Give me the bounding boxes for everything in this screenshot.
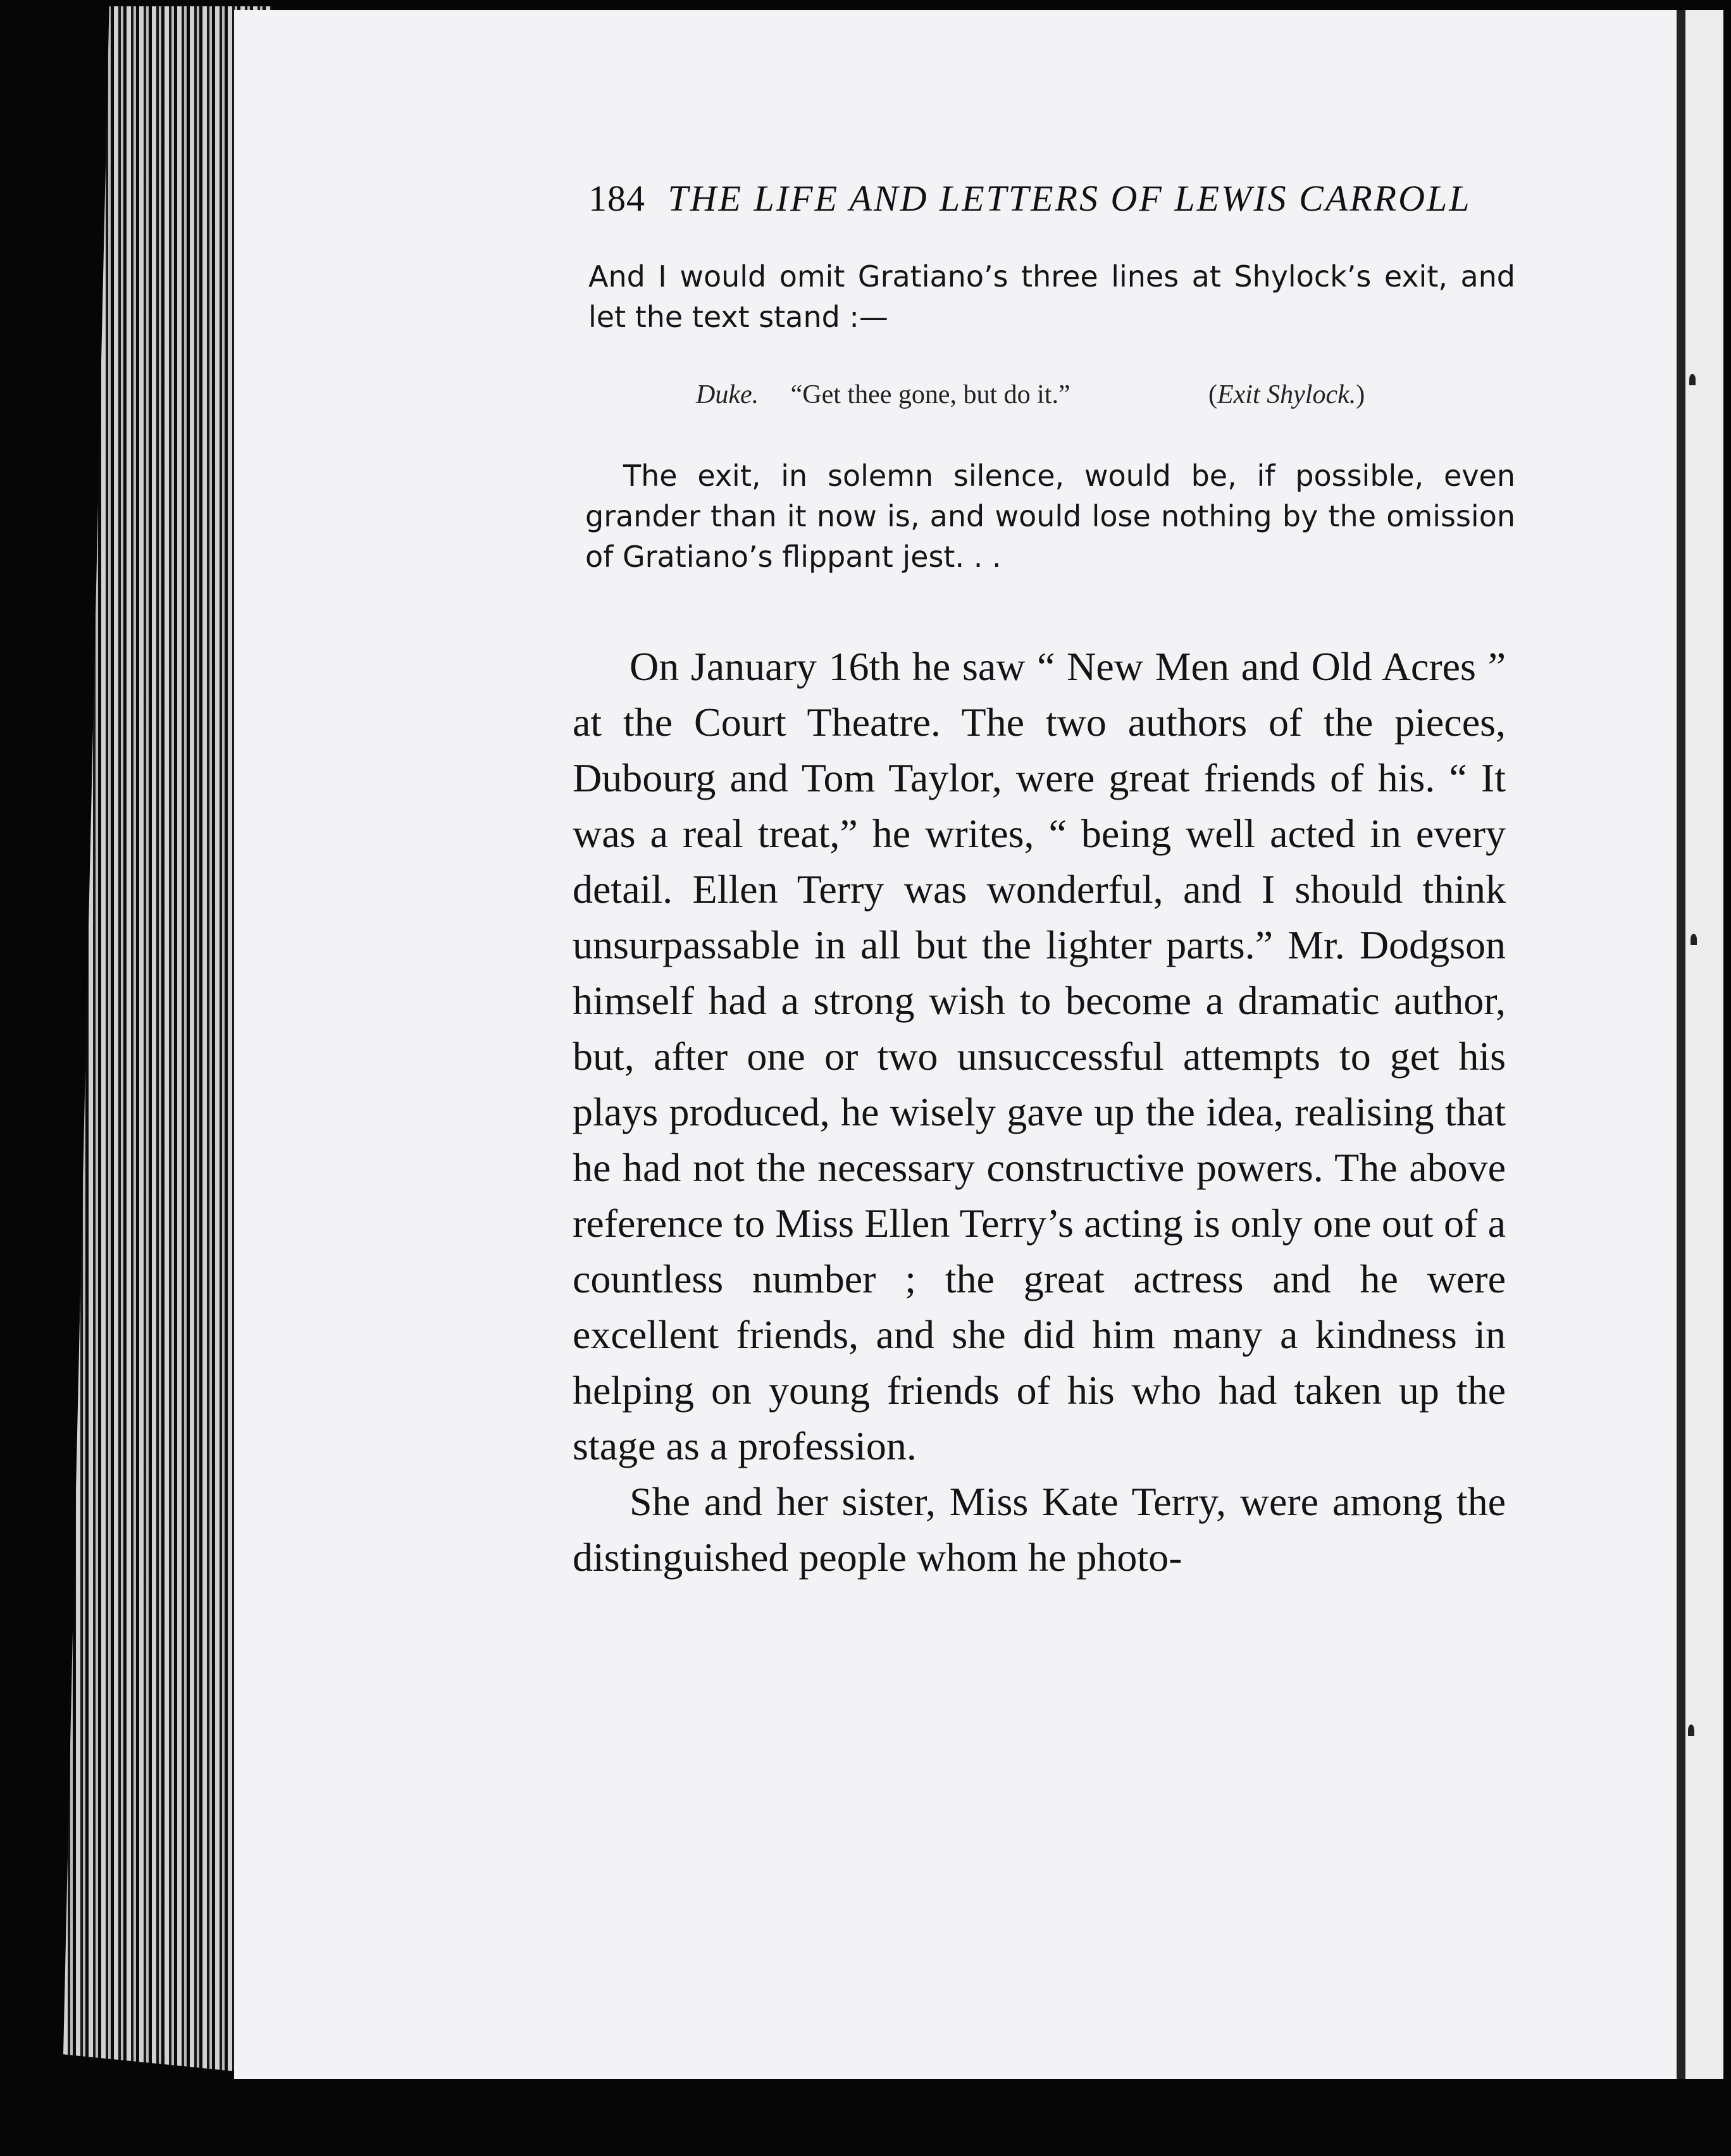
extract-closing: The exit, in solemn silence, would be, if possible, even grander than it now is, and would lose nothing by the omission of Gratiano’s flippant jest. . . xyxy=(585,459,1515,574)
paragraph: On January 16th he saw “ New Men and Old Acres ” at the Court Theatre. The two authors of the pieces, Dubourg and Tom Taylor, were great friends of his. “ It was a real treat,” he writes, “ being well acted in every detail. Ellen Terry was wonderful, and I should think unsurpassable in all but the lighter parts.” Mr. Dodgson himself had a strong wish to become a dramatic author, but, after one or two unsuccessful attempts to get his plays produced, he wisely gave up the idea, realising that he had not the necessary constructive powers. The above reference to Miss Ellen Terry’s acting is only one out of a countless number ; the great actress and he were excellent friends, and she did him many a kindness in helping on young friends of his who had taken up the stage as a profession. xyxy=(573,644,1506,1468)
speech-line: “Get thee gone, but do it.” xyxy=(790,380,1070,409)
facing-page-edge xyxy=(1685,10,1723,2079)
edge-mark xyxy=(1688,1725,1694,1736)
page-gutter xyxy=(1677,10,1685,2079)
paragraph: She and her sister, Miss Kate Terry, were among the distinguished people whom he photo- xyxy=(573,1479,1506,1580)
edge-mark xyxy=(1691,934,1697,945)
extract-intro: And I would omit Gratiano’s three lines at Shylock’s exit, and let the text stand :— xyxy=(588,259,1515,334)
speaker-name: Duke. xyxy=(696,380,759,409)
stage-direction: (Exit Shylock.) xyxy=(1208,380,1365,409)
page-number: 184 xyxy=(588,178,645,219)
running-head xyxy=(588,177,1506,220)
quoted-speech xyxy=(696,380,1411,410)
body-text xyxy=(573,639,1506,1585)
edge-mark xyxy=(1689,374,1696,385)
running-title: THE LIFE AND LETTERS OF LEWIS CARROLL xyxy=(667,178,1472,219)
